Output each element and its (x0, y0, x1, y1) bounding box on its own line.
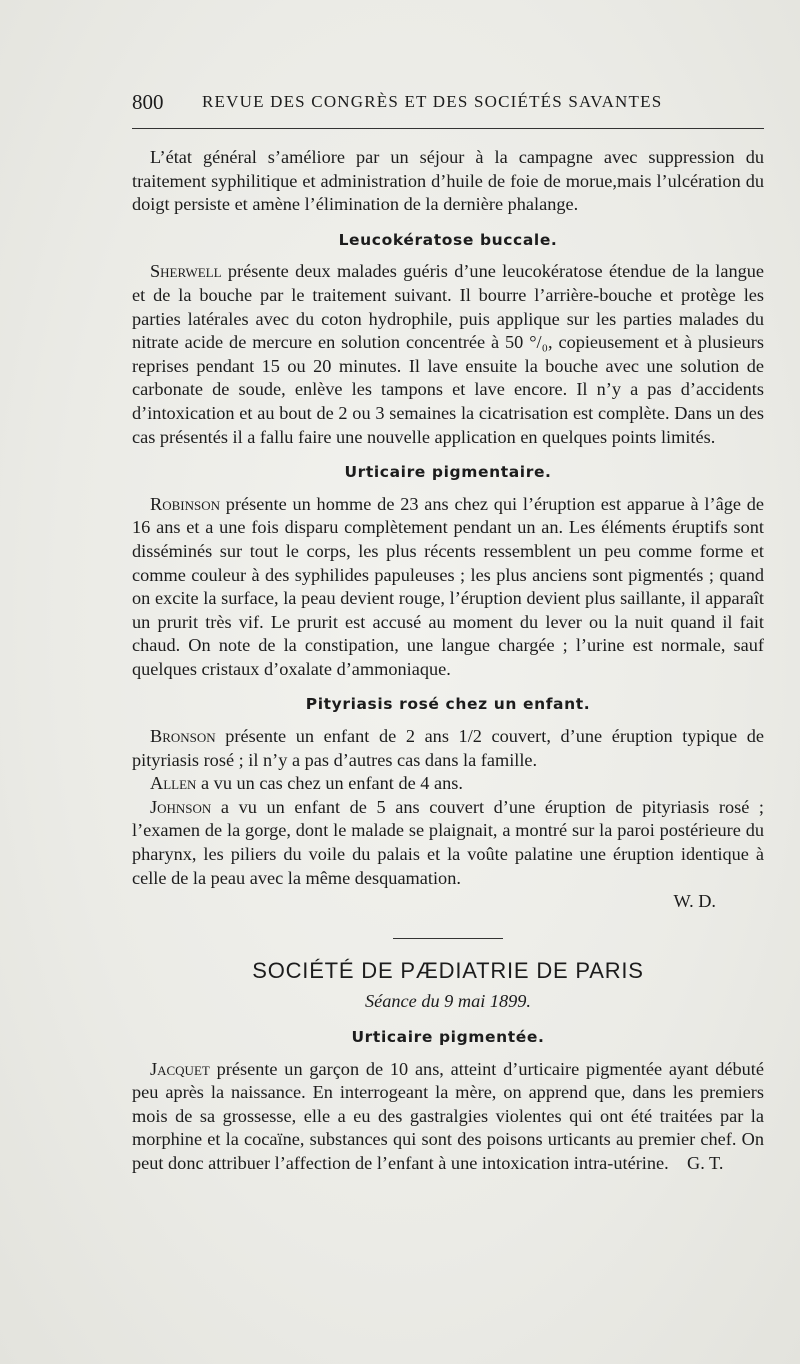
paragraph-jacquet (132, 1058, 764, 1176)
paragraph-sherwell (132, 260, 764, 449)
author-name: Bronson (150, 726, 216, 747)
society-title: SOCIÉTÉ DE PÆDIATRIE DE PARIS (252, 957, 644, 983)
section-heading-urticaire-pigmentee: Urticaire pigmentée. (351, 1028, 545, 1046)
signature-gt (669, 1153, 724, 1173)
author-name: Robinson (150, 493, 220, 514)
paragraph-johnson (132, 796, 764, 890)
author-name: Allen (150, 773, 197, 794)
author-name: Sherwell (150, 261, 222, 282)
body-text (132, 146, 764, 1176)
header-rule (132, 128, 764, 129)
paragraph-text: présente un homme de 23 ans chez qui l’éruption est apparue à l’âge de 16 ans et a une fois disparu complètement pendant un an. Les éléments éruptifs sont disséminés sur tout le corps, les plus récents ressemblent un peu comme forme et comme couleur à des syphilides papuleuses ; les plus anciens sont pigmentés ; quand on excite la surface, la peau devient rouge, l’éruption devient plus saillante, il apparaît un prurit très vif. Le prurit est accusé au moment du lever ou la nuit quand il fait chaud. On note de la constipation, une langue chargée ; l’urine est normale, sauf quelques cristaux d’oxalate d’ammoniaque. (132, 493, 764, 679)
running-title: REVUE DES CONGRÈS ET DES SOCIÉTÉS SAVANTES (202, 92, 663, 111)
author-name: Jacquet (150, 1058, 210, 1079)
signature-wd: W. D. (673, 891, 716, 912)
section-heading-leucokeratose: Leucokératose buccale. (338, 230, 558, 249)
paragraph-allen (132, 772, 764, 796)
session-date: Séance du 9 mai 1899. (364, 991, 532, 1012)
section-heading-pityriasis: Pityriasis rosé chez un enfant. (305, 695, 591, 714)
section-heading-urticaire-pigmentaire: Urticaire pigmentaire. (344, 463, 552, 482)
intro-paragraph: L’état général s’améliore par un séjour à la campagne avec suppression du traitement syphilitique et administration d’huile de foie de morue,mais l’ulcération du doigt persiste et amène l’élimination de la dernière phalange. (132, 147, 764, 215)
paragraph-bronson (132, 725, 764, 772)
signature-text: G. T. (687, 1152, 724, 1173)
paragraph-text: a vu un cas chez un enfant de 4 ans. (201, 773, 463, 794)
paragraph-text: présente deux malades guéris d’une leucokératose étendue de la langue et de la bouche par le traitement suivant. Il bourre l’arrière-bouche et protège les parties latérales avec du coton hydrophile, puis applique sur les parties malades du nitrate acide de mercure en solution concentrée à 50 °/₀, copieusement et à plusieurs reprises pendant 15 ou 20 minutes. Il lave ensuite la bouche avec une solution de carbonate de soude, enlève les tampons et lave encore. Il n’y a pas d’accidents d’intoxication et au bout de 2 ou 3 semaines la cicatrisation est complète. Dans un des cas présentés il a fallu faire une nouvelle application en quelques points limités. (132, 261, 764, 447)
page-number: 800 (132, 90, 164, 114)
running-head (132, 88, 764, 118)
paragraph-robinson (132, 493, 764, 682)
author-name: Johnson (150, 796, 212, 817)
section-separator (393, 938, 503, 939)
paragraph-text: a vu un enfant de 5 ans couvert d’une éruption de pityriasis rosé ; l’examen de la gorge, dont le malade se plaignait, a montré sur la paroi postérieure du pharynx, les piliers du voile du palais et la voûte palatine une éruption identique à celle de la peau avec la même desquamation. (132, 796, 764, 888)
paragraph-text: présente un garçon de 10 ans, atteint d’urticaire pigmentée ayant débuté peu après la naissance. En interrogeant la mère, on apprend que, dans les premiers mois de sa grossesse, elle a eu des gastralgies violentes qui ont été traitées par la morphine et la cocaïne, substances qui sont des poisons urticants au premier chef. On peut donc attribuer l’affection de l’enfant à une intoxication intra-utérine. (132, 1058, 764, 1173)
paragraph-text: présente un enfant de 2 ans 1/2 couvert, d’une éruption typique de pityriasis rosé ; il n’y a pas d’autres cas dans la famille. (132, 726, 764, 770)
